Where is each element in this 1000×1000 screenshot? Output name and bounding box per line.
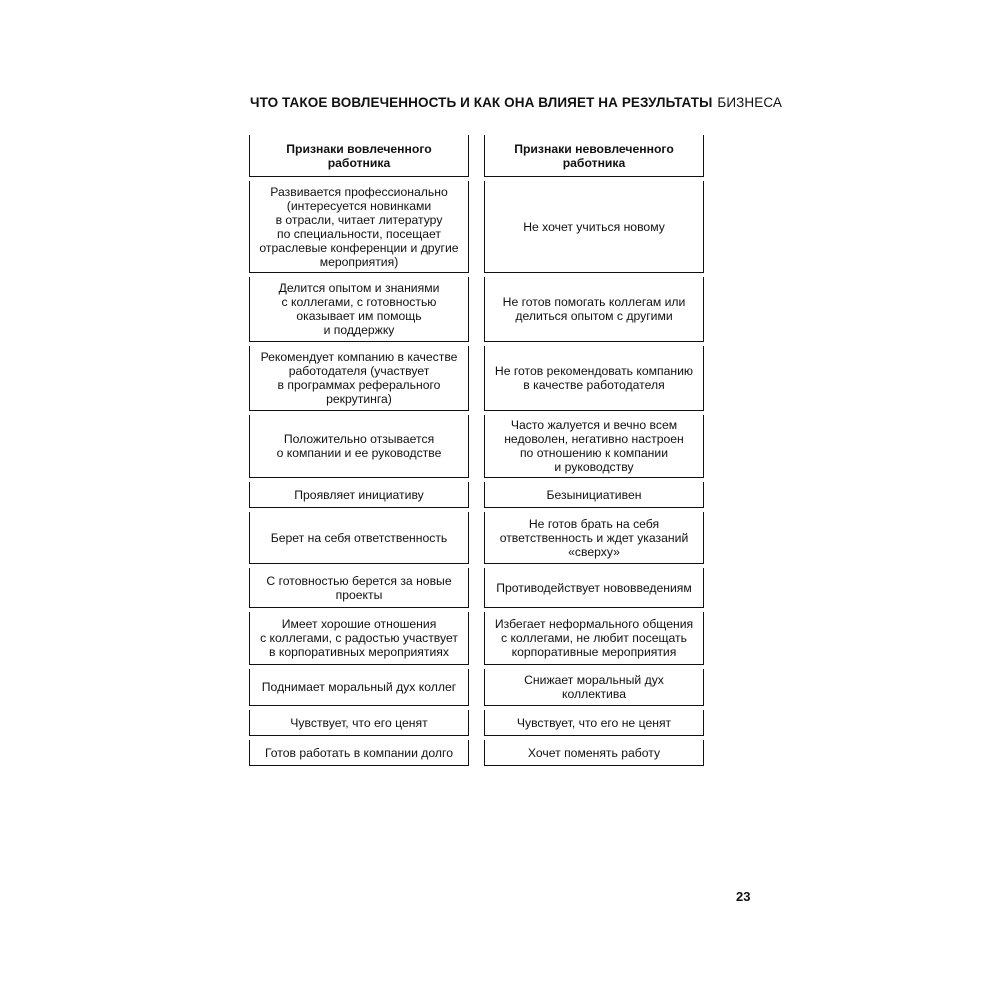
running-head-light: БИЗНЕСА bbox=[717, 95, 783, 110]
engaged-cell: Развивается профессионально (интересуется новинками в отрасли, читает литературу по специальности, посещает отраслевые конференции и другие мероприятия) bbox=[249, 181, 469, 273]
table-row bbox=[249, 568, 704, 608]
table-row bbox=[249, 669, 704, 706]
engaged-cell: Имеет хорошие отношения с коллегами, с радостью участвует в корпоративных мероприятиях bbox=[249, 612, 469, 665]
table-row bbox=[249, 740, 704, 766]
table-row bbox=[249, 277, 704, 342]
table-row bbox=[249, 512, 704, 564]
disengaged-cell: Не хочет учиться новому bbox=[484, 181, 704, 273]
page-number: 23 bbox=[736, 889, 751, 904]
disengaged-cell: Чувствует, что его не ценят bbox=[484, 710, 704, 736]
engaged-cell: Поднимает моральный дух коллег bbox=[249, 669, 469, 706]
table-row bbox=[249, 710, 704, 736]
running-head bbox=[250, 95, 783, 110]
disengaged-cell: Противодействует нововведениям bbox=[484, 568, 704, 608]
disengaged-cell: Не готов брать на себя ответственность и ждет указаний «сверху» bbox=[484, 512, 704, 564]
engaged-cell: Чувствует, что его ценят bbox=[249, 710, 469, 736]
table-row bbox=[249, 612, 704, 665]
engaged-cell: Положительно отзывается о компании и ее руководстве bbox=[249, 415, 469, 478]
disengaged-cell: Часто жалуется и вечно всем недоволен, негативно настроен по отношению к компании и руководству bbox=[484, 415, 704, 478]
header-engaged: Признаки вовлеченного работника bbox=[249, 135, 469, 177]
disengaged-cell: Не готов рекомендовать компанию в качестве работодателя bbox=[484, 346, 704, 411]
disengaged-cell: Снижает моральный дух коллектива bbox=[484, 669, 704, 706]
engaged-cell: С готовностью берется за новые проекты bbox=[249, 568, 469, 608]
table-row bbox=[249, 181, 704, 273]
engaged-cell: Берет на себя ответственность bbox=[249, 512, 469, 564]
running-head-bold: ЧТО ТАКОЕ ВОВЛЕЧЕННОСТЬ И КАК ОНА ВЛИЯЕТ НА РЕЗУЛЬТАТЫ bbox=[250, 95, 713, 110]
comparison-table bbox=[249, 135, 704, 770]
disengaged-cell: Избегает неформального общения с коллегами, не любит посещать корпоративные мероприятия bbox=[484, 612, 704, 665]
disengaged-cell: Безынициативен bbox=[484, 482, 704, 508]
engaged-cell: Готов работать в компании долго bbox=[249, 740, 469, 766]
table-header-row bbox=[249, 135, 704, 177]
header-disengaged: Признаки невовлеченного работника bbox=[484, 135, 704, 177]
table-row bbox=[249, 346, 704, 411]
table-row bbox=[249, 482, 704, 508]
disengaged-cell: Хочет поменять работу bbox=[484, 740, 704, 766]
disengaged-cell: Не готов помогать коллегам или делиться опытом с другими bbox=[484, 277, 704, 342]
table-row bbox=[249, 415, 704, 478]
engaged-cell: Делится опытом и знаниями с коллегами, с готовностью оказывает им помощь и поддержку bbox=[249, 277, 469, 342]
engaged-cell: Проявляет инициативу bbox=[249, 482, 469, 508]
engaged-cell: Рекомендует компанию в качестве работодателя (участвует в программах реферального рекрутинга) bbox=[249, 346, 469, 411]
